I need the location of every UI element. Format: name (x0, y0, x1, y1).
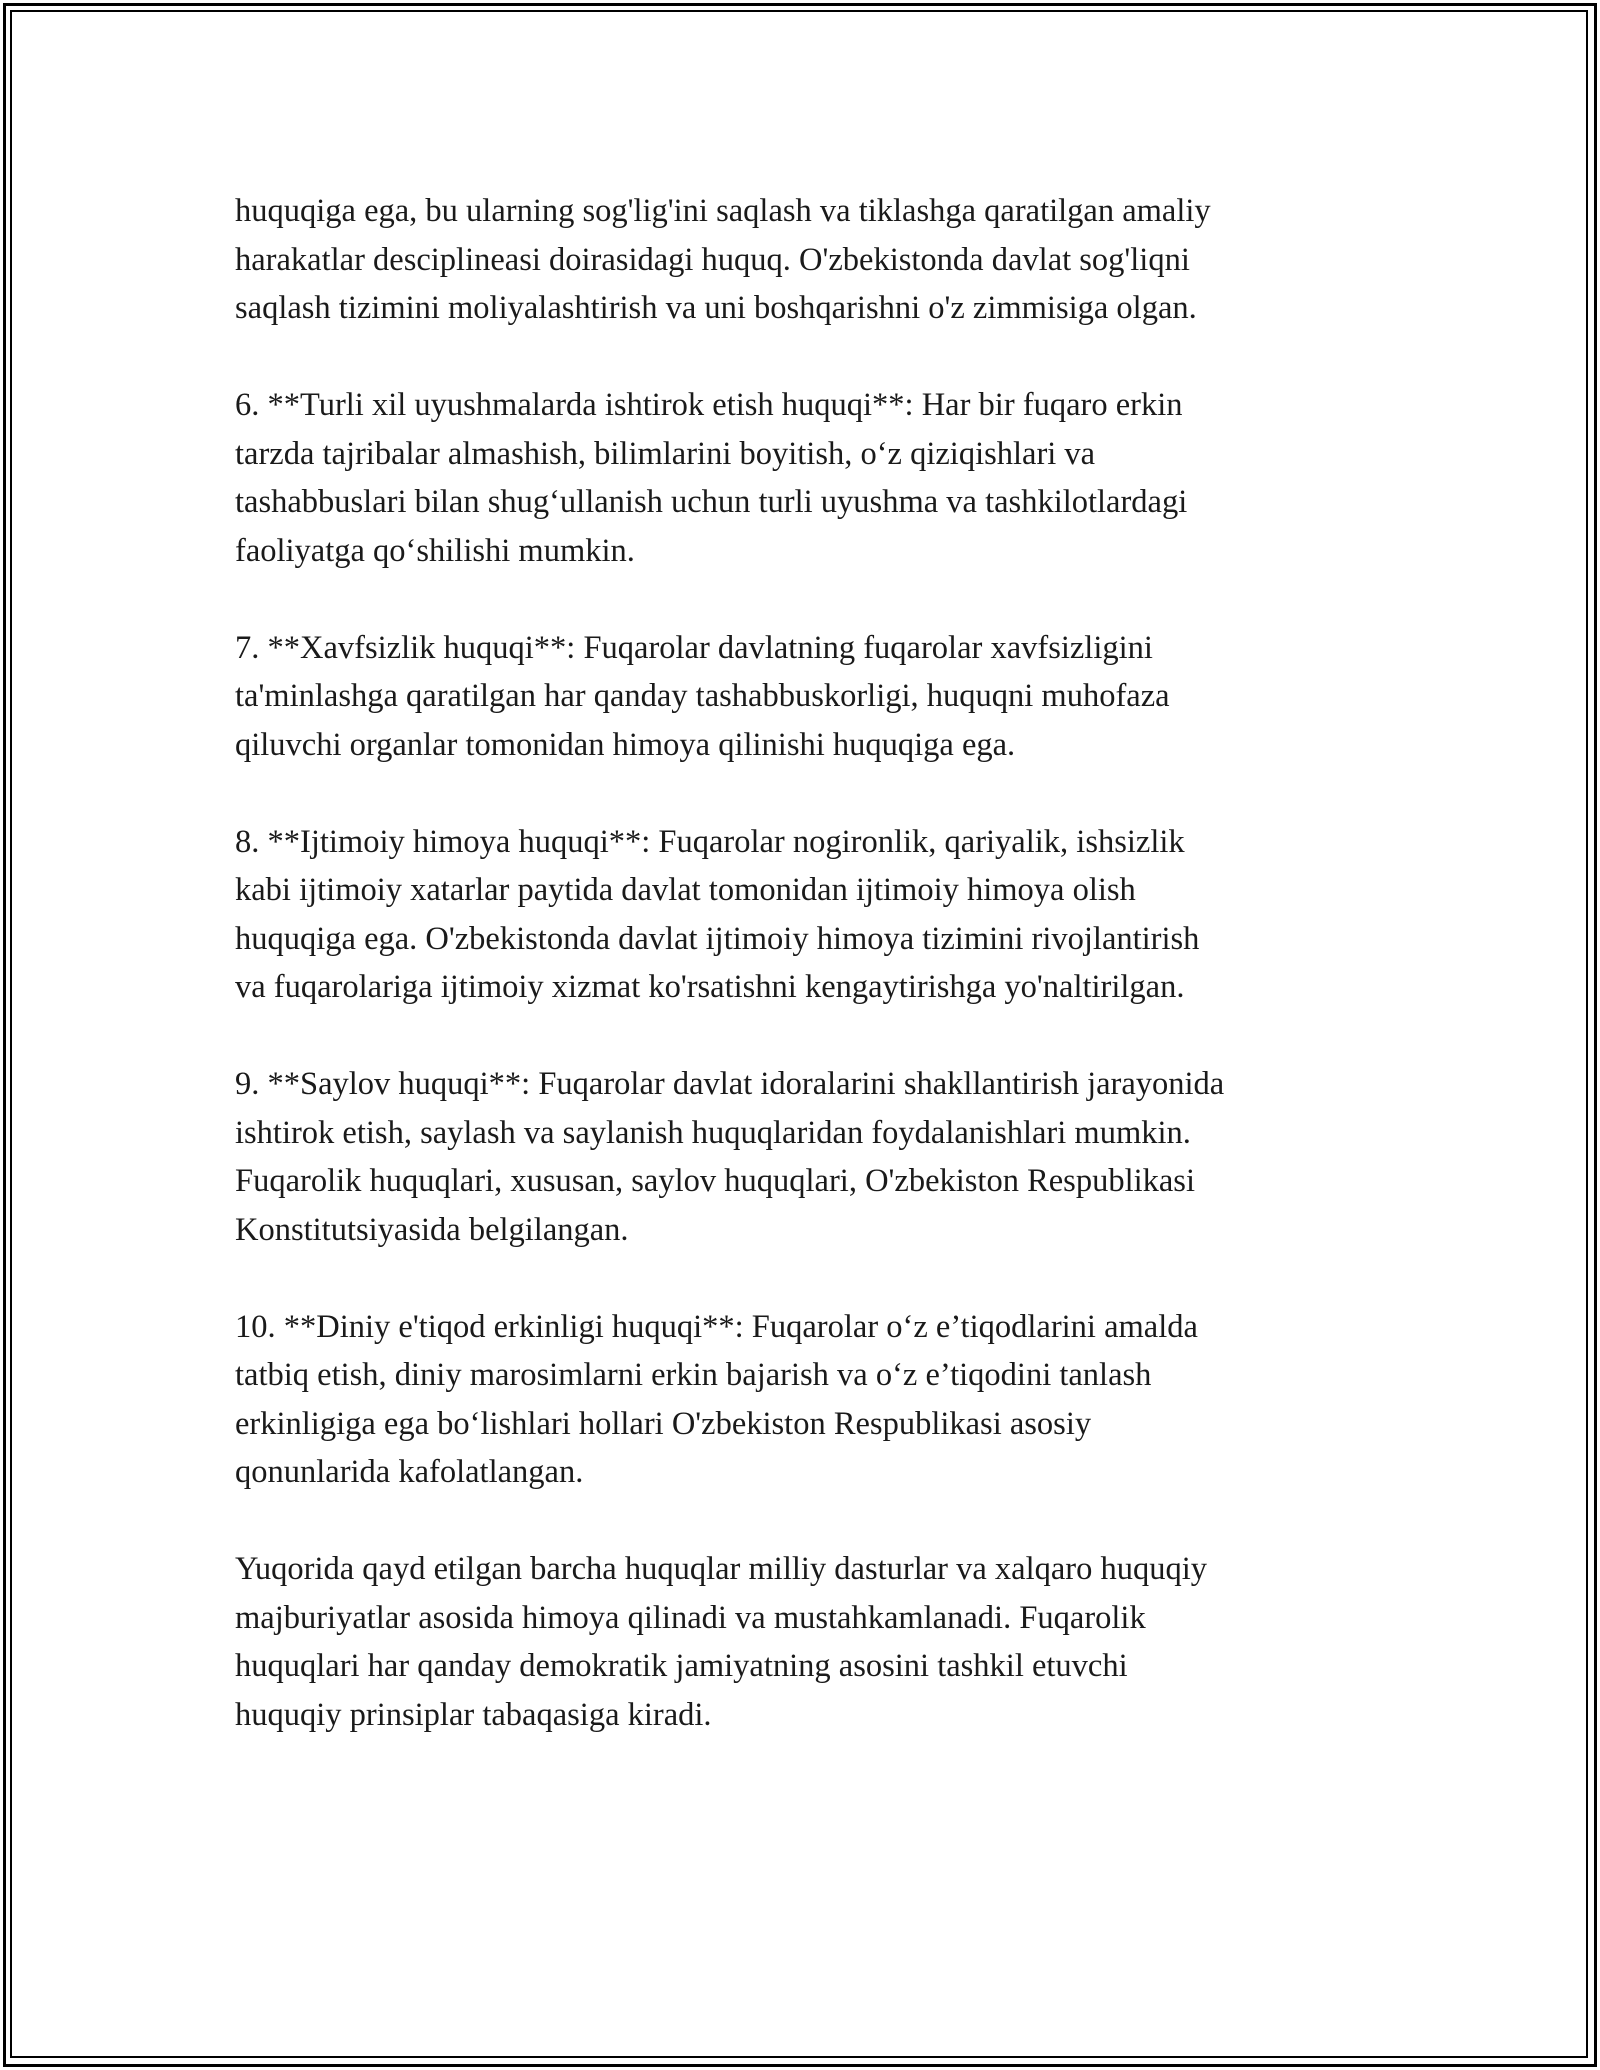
paragraph-religious-freedom-rights: 10. **Diniy e'tiqod erkinligi huquqi**: Fuqarolar o‘z e’tiqodlarini amalda tatbiq etish, diniy marosimlarni erkin bajarish va o‘z e’tiqodini tanlash erkinligiga ega bo‘lishlari hollari O'zbekiston Respublikasi asosiy qonunlarida kafolatlangan. (235, 1308, 1198, 1490)
paragraph-health-rights-continued: huquqiga ega, bu ularning sog'lig'ini saqlash va tiklashga qaratilgan amaliy harakatlar desciplineasi doirasidagi huquq. O'zbekistonda davlat sog'liqni saqlash tizimini moliyalashtirish va uni boshqarishni o'z zimmisiga olgan. (235, 193, 1211, 326)
paragraph-security-rights: 7. **Xavfsizlik huquqi**: Fuqarolar davlatning fuqarolar xavfsizligini ta'minlashga qaratilgan har qanday tashabbuskorligi, huquqni muhofaza qiluvchi organlar tomonidan himoya qilinishi huquqiga ega. (235, 629, 1170, 763)
paragraph-association-rights: 6. **Turli xil uyushmalarda ishtirok etish huquqi**: Har bir fuqaro erkin tarzda tajribalar almashish, bilimlarini boyitish, o‘z qiziqishlari va tashabbuslari bilan shug‘ullanish uchun turli uyushma va tashkilotlardagi faoliyatga qo‘shilishi mumkin. (235, 387, 1188, 569)
paragraph-social-protection-rights: 8. **Ijtimoiy himoya huquqi**: Fuqarolar nogironlik, qariyalik, ishsizlik kabi ijtimoiy xatarlar paytida davlat tomonidan ijtimoiy himoya olish huquqiga ega. O'zbekistonda davlat ijtimoiy himoya tizimini rivojlantirish va fuqarolariga ijtimoiy xizmat ko'rsatishni kengaytirishga yo'naltirilgan. (235, 823, 1200, 1005)
paragraph-conclusion: Yuqorida qayd etilgan barcha huquqlar milliy dasturlar va xalqaro huquqiy majburiyatlar asosida himoya qilinadi va mustahkamlanadi. Fuqarolik huquqlari har qanday demokratik jamiyatning asosini tashkil etuvchi huquqiy prinsiplar tabaqasiga kiradi. (235, 1551, 1208, 1733)
document-body (235, 187, 1375, 1788)
paragraph-voting-rights: 9. **Saylov huquqi**: Fuqarolar davlat idoralarini shakllantirish jarayonida ishtirok etish, saylash va saylanish huquqlaridan foydalanishlari mumkin. Fuqarolik huquqlari, xususan, saylov huquqlari, O'zbekiston Respublikasi Konstitutsiyasida belgilangan. (235, 1066, 1225, 1248)
